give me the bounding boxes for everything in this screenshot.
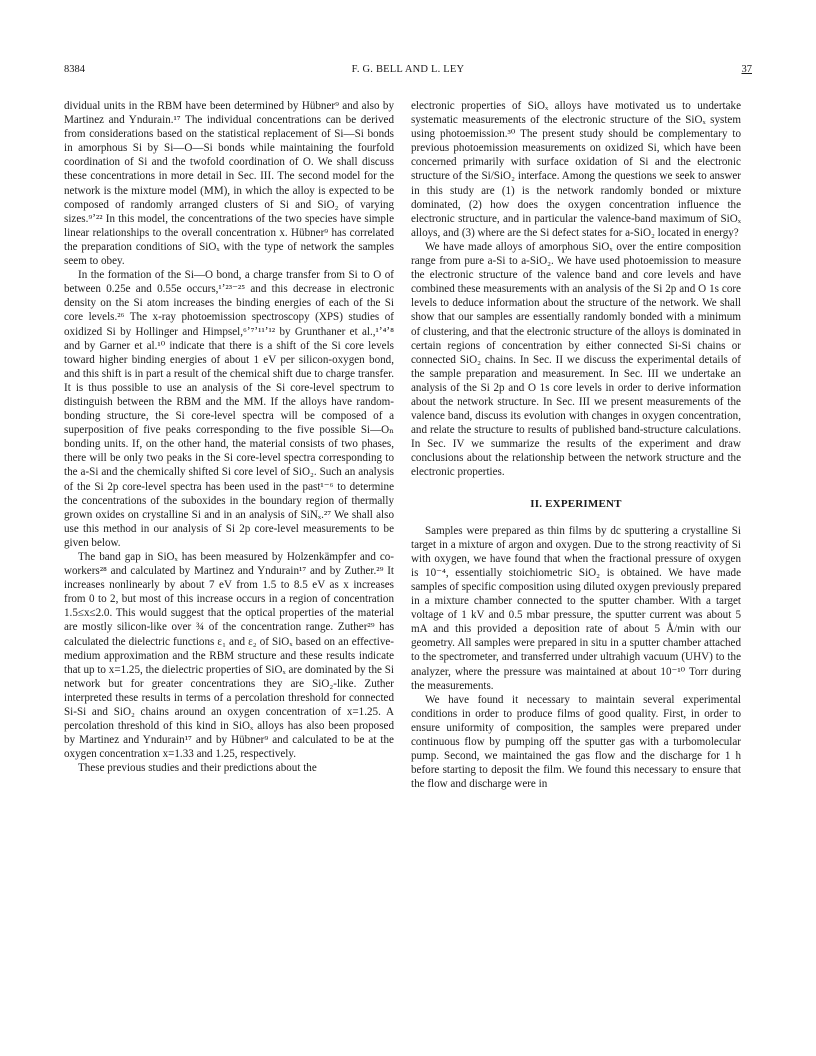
paragraph: electronic properties of SiOₓ alloys have motivated us to undertake systematic measurements of the electronic structure of the SiOₓ system using photoemission.³⁰ The present study should be complementary to previous photoemission measurements on oxidized Si, which have been concerned primarily with surface oxidation of Si and the electronic structure of the Si/SiO₂ interface. Among the questions we seek to answer in this study are (1) is the network randomly bonded or mixture dominated, (2) how does the oxygen concentration influence the electronic structure, and in particular the valence-band maximum of SiOₓ alloys, and (3) where are the Si defect states for a-SiO₂ located in energy? xyxy=(411,100,741,239)
paragraph: Samples were prepared as thin films by dc sputtering a crystalline Si target in a mixture of argon and oxygen. Due to the strong reactivity of Si with oxygen, we have found that when the fractional pressure of oxygen is 10⁻⁴, essentially stoichiometric SiO₂ is obtained. We have made samples of specific composition using diluted oxygen previously prepared in a mixture chamber connected to the sputter chamber. With a target voltage of 1 kV and 0.5 mbar pressure, the sputter current was about 5 mA and this provided a deposition rate of about 5 Å/min with our geometry. All samples were prepared in situ in a sputter chamber attached to the spectrometer, and transferred under ultrahigh vacuum (UHV) to the analyzer, where the pressure was maintained at about 10⁻¹⁰ Torr during the measurements. xyxy=(411,524,741,692)
paragraph: We have found it necessary to maintain several experimental conditions in order to produce films of good quality. First, in order to ensure uniformity of composition, the samples were prepared under continuous flow by pumping off the sputter gas with a turbomolecular pump. Second, we maintained the gas flow and the discharge for 1 h before starting to deposit the film. We found this necessary to ensure that the flow and discharge were in xyxy=(411,693,741,791)
volume-number: 37 xyxy=(741,64,752,75)
paragraph: We have made alloys of amorphous SiOₓ over the entire composition range from pure a-Si to a-SiO₂. We have used photoemission to measure the electronic structure of the valence band and core levels and have combined these measurements with an analysis of the Si 2p and O 1s core levels to deduce information about the structure of the network. We shall show that our samples are essentially randomly bonded with a minimum of clustering, and that the electronic structure of the alloys is dominated in certain regions of concentration by either connected Si-Si chains or connected SiO₂ chains. In Sec. II we discuss the experimental details of the sample preparation and measurement. In Sec. III we undertake an analysis of the Si 2p and O 1s core levels in order to derive information about the network structure. In Sec. III we present measurements of the valence band, discuss its evolution with changes in oxygen concentration, and relate the structure to results of published band-structure calculations. In Sec. IV we summarize the results of the experiment and draw conclusions about the relationship between the network structure and the electronic properties. xyxy=(411,240,741,479)
paragraph: These previous studies and their predictions about the xyxy=(78,762,317,775)
left-column xyxy=(64,99,394,776)
paragraph: In the formation of the Si—O bond, a charge transfer from Si to O of between 0.25e and 0.55e occurs,¹ʼ²³⁻²⁵ and this decrease in electronic density on the Si atom increases the binding energies of each of the Si core levels.²⁶ The x-ray photoemission spectroscopy (XPS) studies of oxidized Si by Hollinger and Himpsel,⁶ʼ⁷ʼ¹¹ʼ¹² by Grunthaner et al.,¹ʼ⁴ʼ⁸ and by Garner et al.¹⁰ indicate that there is a shift of the Si core levels toward higher binding energies of about 1 eV per silicon-oxygen bond, and this shift is in part a result of the chemical shift due to charge transfer. It is thus possible to use an analysis of the Si core-level spectrum to distinguish between the RBM and the MM. If the alloys have random-bonding structure, the Si core-level spectra will be composed of a superposition of five peaks corresponding to the five possible Si—Oₙ bonding units. If, on the other hand, the material consists of two phases, there will be only two peaks in the Si core-level spectra corresponding to the a-Si and the chemically shifted Si core level of SiO₂. Such an analysis of the Si 2p core-level spectra has been used in the past¹⁻⁶ to determine the concentrations of the suboxides in the boundary region of thermally grown oxides on crystalline Si and in an analysis of SiNₓ.²⁷ We shall also use this method in our analysis of Si 2p core-level measurements to be given below. xyxy=(64,269,394,549)
page-header xyxy=(64,64,752,80)
paragraph: dividual units in the RBM have been determined by Hübner⁹ and also by Martinez and Yndurain.¹⁷ The individual concentrations can be derived from considerations based on the statistical replacement of Si—Si bonds in amorphous Si by Si—O—Si bonds while maintaining the fourfold coordination of Si and the twofold coordination of O. We shall discuss these concentrations in more detail in Sec. III. The second model for the network is the mixture model (MM), in which the alloy is expected to be composed of randomly arranged clusters of Si and SiO₂ of varying sizes.⁹ʼ²² In this model, the concentrations of the two species have simple linear relationships to the overall concentration x. Hübner⁹ has correlated the preparation conditions of SiOₓ with the type of network the samples seem to obey. xyxy=(64,100,394,268)
right-column xyxy=(411,99,741,791)
paragraph: The band gap in SiOₓ has been measured by Holzenkämpfer and co-workers²⁸ and calculated by Martinez and Yndurain¹⁷ and by Zuther.²⁹ It increases nonlinearly by about 7 eV from 1.5 to 8.5 eV as x increases from 0 to 2, but most of this increase occurs in a region of concentration 1.5≤x≤2.0. This would suggest that the optical properties of the material are mostly silicon-like over ¾ of the concentration range. Zuther²⁹ has calculated the dielectric functions ε₁ and ε₂ of SiOₓ based on an effective-medium approximation and the RBM structure and these results indicate that up to x=1.25, the dielectric properties of SiOₓ are dominated by the Si network but for greater concentrations they are SiO₂-like. Zuther interpreted these results in terms of a percolation threshold for connected Si-Si and SiO₂ chains around an oxygen concentration of x=1.25. A percolation threshold of this kind in SiOₓ alloys has also been proposed by Martinez and Yndurain¹⁷ and by Hübner⁹ and calculated to be at the oxygen concentration x=1.33 and 1.25, respectively. xyxy=(64,551,394,761)
page-number: 8384 xyxy=(64,64,85,75)
running-title: F. G. BELL AND L. LEY xyxy=(351,64,465,75)
section-heading: II. EXPERIMENT xyxy=(530,497,622,510)
